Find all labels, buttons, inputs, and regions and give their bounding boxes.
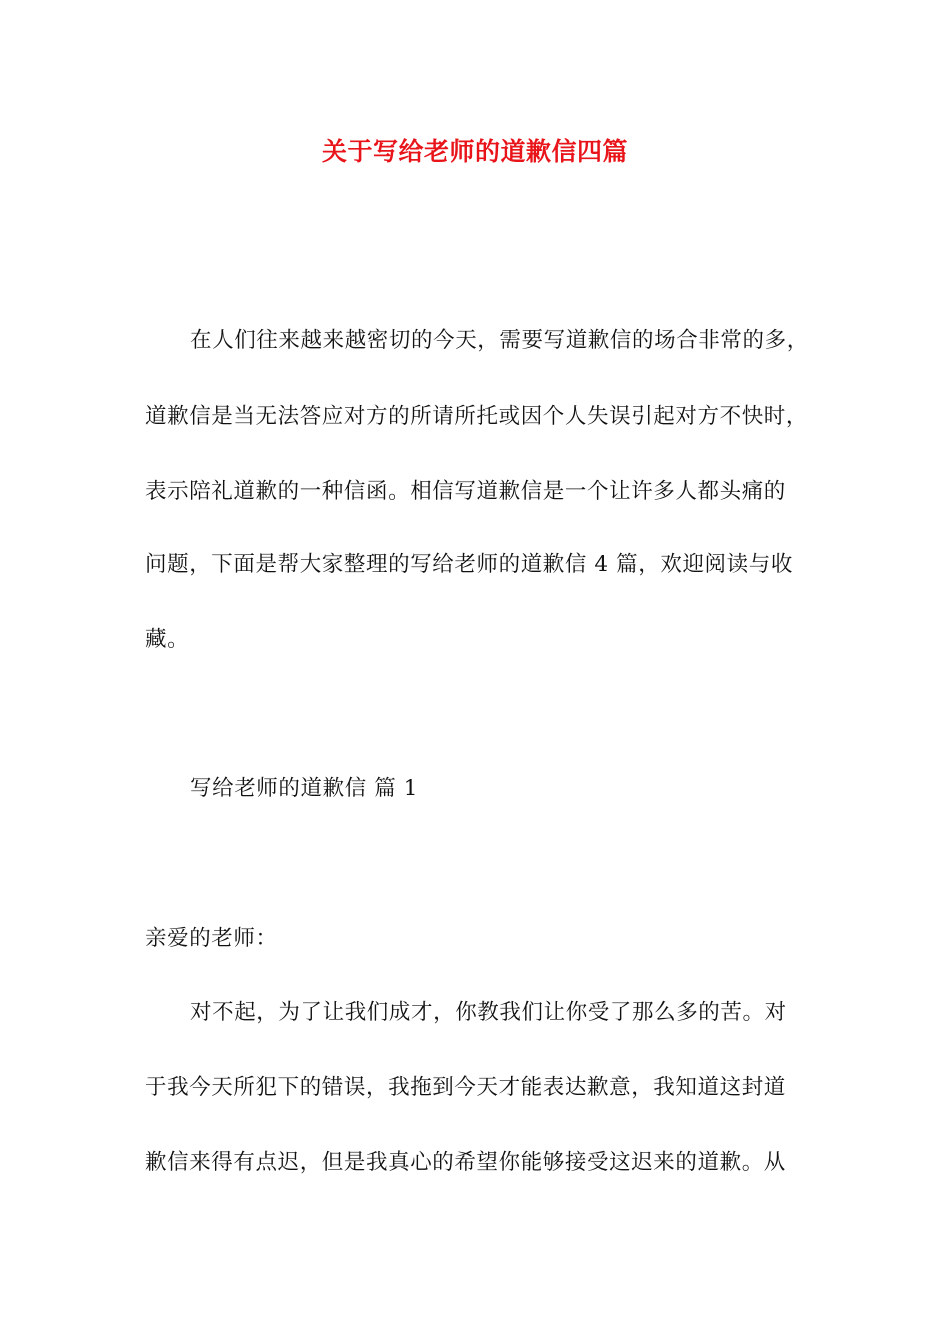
body-line-3: 歉信来得有点迟，但是我真心的希望你能够接受这迟来的道歉。从 [145,1150,786,1175]
intro-line-4: 问题，下面是帮大家整理的写给老师的道歉信 4 篇，欢迎阅读与收 [145,552,793,577]
intro-line-5: 藏。 [145,627,190,652]
intro-line-3: 表示陪礼道歉的一种信函。相信写道歉信是一个让许多人都头痛的 [145,479,786,504]
body-line-2: 于我今天所犯下的错误，我拖到今天才能表达歉意，我知道这封道 [145,1075,786,1100]
section-heading: 写给老师的道歉信 篇 1 [190,776,419,801]
document-title: 关于写给老师的道歉信四篇 [321,137,628,166]
body-line-1: 对不起，为了让我们成才，你教我们让你受了那么多的苦。对 [190,1000,787,1025]
salutation: 亲爱的老师： [145,926,278,951]
intro-line-2: 道歉信是当无法答应对方的所请所托或因个人失误引起对方不快时， [145,404,809,429]
intro-line-1: 在人们往来越来越密切的今天，需要写道歉信的场合非常的多， [190,328,809,353]
